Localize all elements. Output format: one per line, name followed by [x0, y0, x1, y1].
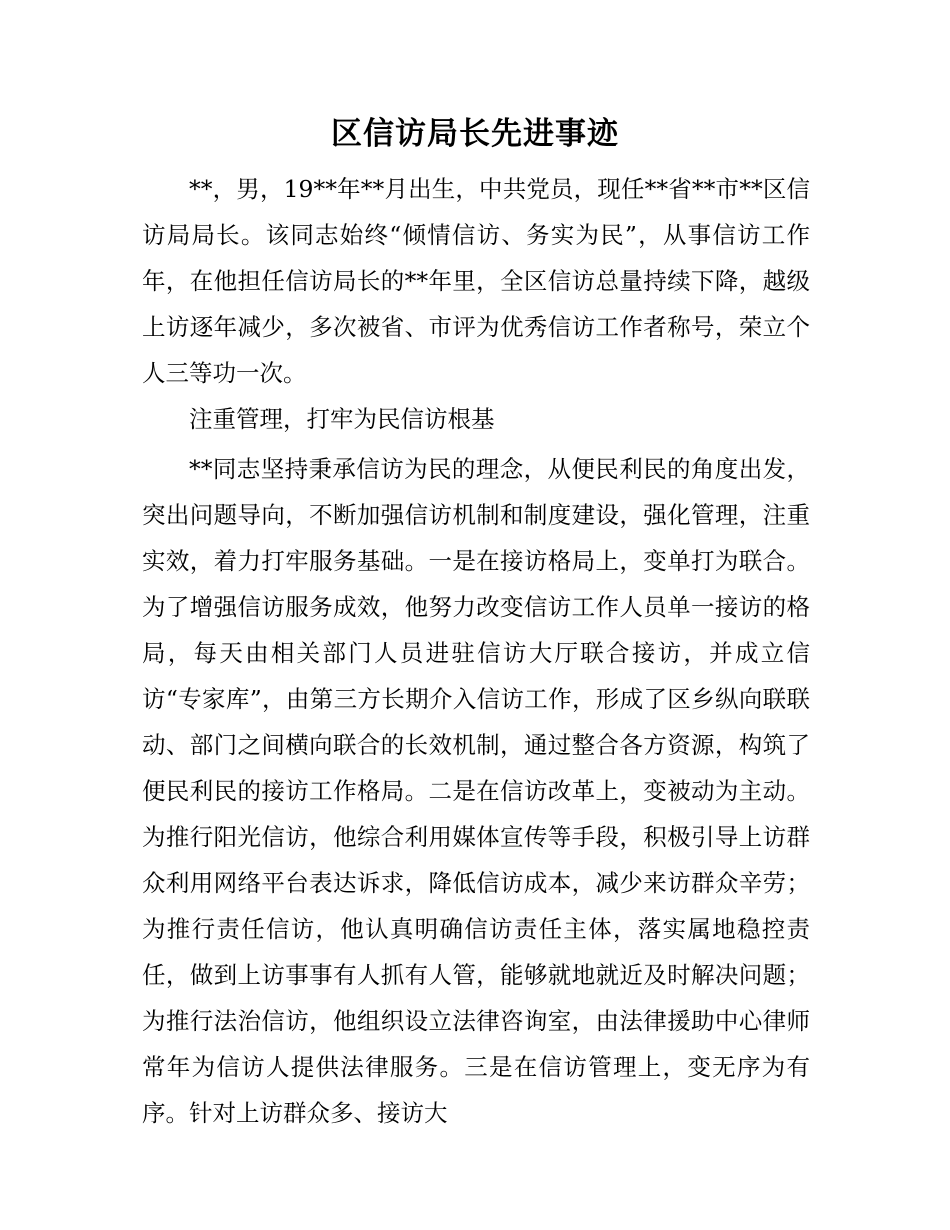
- section-heading: 注重管理，打牢为民信访根基: [189, 405, 495, 433]
- document-title: 区信访局长先进事迹: [331, 116, 619, 152]
- body-paragraph: **同志坚持秉承信访为民的理念，从便民利民的角度出发，突出问题导向，不断加强信访机制和制度建设，强化管理，注重实效，着力打牢服务基础。一是在接访格局上，变单打为联合。为了增强信访服务成效，他努力改变信访工作人员单一接访的格局，每天由相关部门人员进驻信访大厅联合接访，并成立信访“专家库”，由第三方长期介入信访工作，形成了区乡纵向联联动、部门之间横向联合的长效机制，通过整合各方资源，构筑了便民利民的接访工作格局。二是在信访改革上，变被动为主动。为推行阳光信访，他综合利用媒体宣传等手段，积极引导上访群众利用网络平台表达诉求，降低信访成本，减少来访群众辛劳；为推行责任信访，他认真明确信访责任主体，落实属地稳控责任，做到上访事事有人抓有人管，能够就地就近及时解决问题；为推行法治信访，他组织设立法律咨询室，由法律援助中心律师常年为信访人提供法律服务。三是在信访管理上，变无序为有序。针对上访群众多、接访大: [142, 455, 810, 1127]
- intro-paragraph: **，男，19**年**月出生，中共党员，现任**省**市**区信访局局长。该同志始终“倾情信访、务实为民”，从事信访工作年，在他担任信访局长的**年里，全区信访总量持续下降，越级上访逐年减少，多次被省、市评为优秀信访工作者称号，荣立个人三等功一次。: [142, 175, 810, 387]
